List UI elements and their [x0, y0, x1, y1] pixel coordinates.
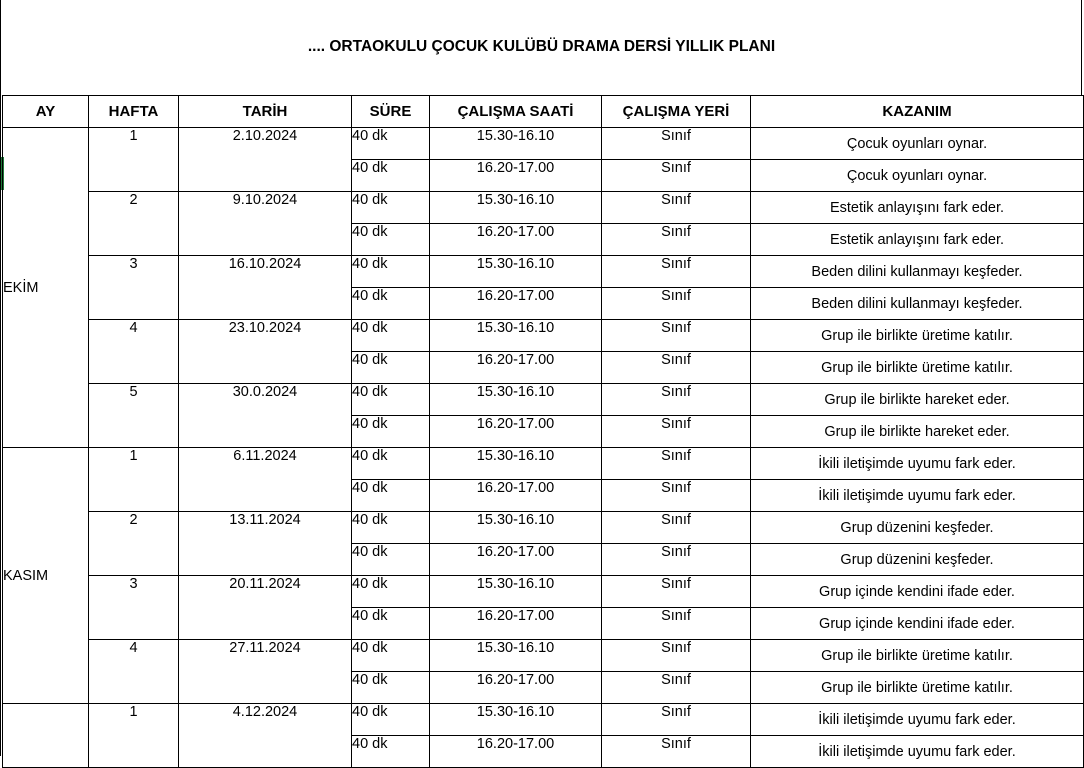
date-cell: 20.11.2024 — [179, 576, 352, 640]
outcome-cell: Grup ile birlikte üretime katılır. — [751, 640, 1084, 672]
duration-cell: 40 dk — [352, 512, 430, 544]
week-cell: 1 — [89, 704, 179, 768]
header-row — [3, 96, 1084, 128]
time-cell: 16.20-17.00 — [430, 352, 602, 384]
outcome-cell: Grup ile birlikte üretime katılır. — [751, 352, 1084, 384]
header-ay: AY — [3, 96, 89, 128]
duration-cell: 40 dk — [352, 128, 430, 160]
table-row — [3, 640, 1084, 672]
location-cell: Sınıf — [602, 480, 751, 512]
duration-cell: 40 dk — [352, 224, 430, 256]
location-cell: Sınıf — [602, 672, 751, 704]
duration-cell: 40 dk — [352, 160, 430, 192]
week-cell: 1 — [89, 128, 179, 192]
week-cell: 5 — [89, 384, 179, 448]
month-cell: KASIM — [3, 448, 89, 704]
duration-cell: 40 dk — [352, 544, 430, 576]
duration-cell: 40 dk — [352, 576, 430, 608]
date-cell: 13.11.2024 — [179, 512, 352, 576]
outcome-cell: İkili iletişimde uyumu fark eder. — [751, 448, 1084, 480]
duration-cell: 40 dk — [352, 416, 430, 448]
location-cell: Sınıf — [602, 736, 751, 768]
annual-plan-table — [2, 95, 1084, 768]
time-cell: 15.30-16.10 — [430, 512, 602, 544]
date-cell: 9.10.2024 — [179, 192, 352, 256]
table-row — [3, 384, 1084, 416]
month-cell — [3, 704, 89, 768]
outcome-cell: Grup düzenini keşfeder. — [751, 544, 1084, 576]
outcome-cell: Estetik anlayışını fark eder. — [751, 192, 1084, 224]
outcome-cell: Çocuk oyunları oynar. — [751, 128, 1084, 160]
time-cell: 15.30-16.10 — [430, 192, 602, 224]
outcome-cell: Çocuk oyunları oynar. — [751, 160, 1084, 192]
outcome-cell: Grup ile birlikte hareket eder. — [751, 416, 1084, 448]
location-cell: Sınıf — [602, 128, 751, 160]
time-cell: 15.30-16.10 — [430, 640, 602, 672]
time-cell: 16.20-17.00 — [430, 608, 602, 640]
outcome-cell: Grup içinde kendini ifade eder. — [751, 576, 1084, 608]
outcome-cell: Grup içinde kendini ifade eder. — [751, 608, 1084, 640]
location-cell: Sınıf — [602, 192, 751, 224]
location-cell: Sınıf — [602, 416, 751, 448]
duration-cell: 40 dk — [352, 704, 430, 736]
time-cell: 15.30-16.10 — [430, 704, 602, 736]
table-row — [3, 576, 1084, 608]
date-cell: 4.12.2024 — [179, 704, 352, 768]
duration-cell: 40 dk — [352, 640, 430, 672]
time-cell: 16.20-17.00 — [430, 416, 602, 448]
duration-cell: 40 dk — [352, 608, 430, 640]
location-cell: Sınıf — [602, 256, 751, 288]
outcome-cell: Grup ile birlikte üretime katılır. — [751, 320, 1084, 352]
time-cell: 15.30-16.10 — [430, 576, 602, 608]
outcome-cell: Beden dilini kullanmayı keşfeder. — [751, 288, 1084, 320]
week-cell: 1 — [89, 448, 179, 512]
time-cell: 16.20-17.00 — [430, 224, 602, 256]
date-cell: 27.11.2024 — [179, 640, 352, 704]
time-cell: 16.20-17.00 — [430, 288, 602, 320]
location-cell: Sınıf — [602, 512, 751, 544]
outcome-cell: İkili iletişimde uyumu fark eder. — [751, 736, 1084, 768]
table-row — [3, 128, 1084, 160]
header-calisma-saati: ÇALIŞMA SAATİ — [430, 96, 602, 128]
header-kazanim: KAZANIM — [751, 96, 1084, 128]
time-cell: 15.30-16.10 — [430, 448, 602, 480]
table-row — [3, 704, 1084, 736]
duration-cell: 40 dk — [352, 672, 430, 704]
duration-cell: 40 dk — [352, 384, 430, 416]
table-row — [3, 256, 1084, 288]
date-cell: 16.10.2024 — [179, 256, 352, 320]
location-cell: Sınıf — [602, 352, 751, 384]
outcome-cell: Grup ile birlikte hareket eder. — [751, 384, 1084, 416]
location-cell: Sınıf — [602, 288, 751, 320]
outcome-cell: Grup ile birlikte üretime katılır. — [751, 672, 1084, 704]
table-row — [3, 512, 1084, 544]
week-cell: 3 — [89, 256, 179, 320]
time-cell: 15.30-16.10 — [430, 320, 602, 352]
time-cell: 16.20-17.00 — [430, 672, 602, 704]
month-cell: EKİM — [3, 128, 89, 448]
date-cell: 6.11.2024 — [179, 448, 352, 512]
location-cell: Sınıf — [602, 320, 751, 352]
outcome-cell: İkili iletişimde uyumu fark eder. — [751, 480, 1084, 512]
location-cell: Sınıf — [602, 448, 751, 480]
header-tarih: TARİH — [179, 96, 352, 128]
time-cell: 16.20-17.00 — [430, 736, 602, 768]
time-cell: 15.30-16.10 — [430, 128, 602, 160]
title-area — [2, 0, 1082, 95]
location-cell: Sınıf — [602, 704, 751, 736]
table-row — [3, 192, 1084, 224]
week-cell: 4 — [89, 640, 179, 704]
outcome-cell: Grup düzenini keşfeder. — [751, 512, 1084, 544]
location-cell: Sınıf — [602, 160, 751, 192]
duration-cell: 40 dk — [352, 352, 430, 384]
table-row — [3, 320, 1084, 352]
outcome-cell: Estetik anlayışını fark eder. — [751, 224, 1084, 256]
time-cell: 15.30-16.10 — [430, 256, 602, 288]
table-row — [3, 448, 1084, 480]
duration-cell: 40 dk — [352, 192, 430, 224]
week-cell: 2 — [89, 192, 179, 256]
duration-cell: 40 dk — [352, 480, 430, 512]
location-cell: Sınıf — [602, 576, 751, 608]
duration-cell: 40 dk — [352, 448, 430, 480]
date-cell: 23.10.2024 — [179, 320, 352, 384]
duration-cell: 40 dk — [352, 288, 430, 320]
duration-cell: 40 dk — [352, 320, 430, 352]
week-cell: 2 — [89, 512, 179, 576]
header-calisma-yeri: ÇALIŞMA YERİ — [602, 96, 751, 128]
week-cell: 4 — [89, 320, 179, 384]
location-cell: Sınıf — [602, 384, 751, 416]
date-cell: 2.10.2024 — [179, 128, 352, 192]
location-cell: Sınıf — [602, 544, 751, 576]
location-cell: Sınıf — [602, 224, 751, 256]
time-cell: 15.30-16.10 — [430, 384, 602, 416]
location-cell: Sınıf — [602, 608, 751, 640]
outcome-cell: İkili iletişimde uyumu fark eder. — [751, 704, 1084, 736]
duration-cell: 40 dk — [352, 736, 430, 768]
time-cell: 16.20-17.00 — [430, 544, 602, 576]
document-title: .... ORTAOKULU ÇOCUK KULÜBÜ DRAMA DERSİ YILLIK PLANI — [307, 38, 776, 55]
week-cell: 3 — [89, 576, 179, 640]
location-cell: Sınıf — [602, 640, 751, 672]
header-hafta: HAFTA — [89, 96, 179, 128]
time-cell: 16.20-17.00 — [430, 160, 602, 192]
time-cell: 16.20-17.00 — [430, 480, 602, 512]
outcome-cell: Beden dilini kullanmayı keşfeder. — [751, 256, 1084, 288]
duration-cell: 40 dk — [352, 256, 430, 288]
date-cell: 30.0.2024 — [179, 384, 352, 448]
header-sure: SÜRE — [352, 96, 430, 128]
